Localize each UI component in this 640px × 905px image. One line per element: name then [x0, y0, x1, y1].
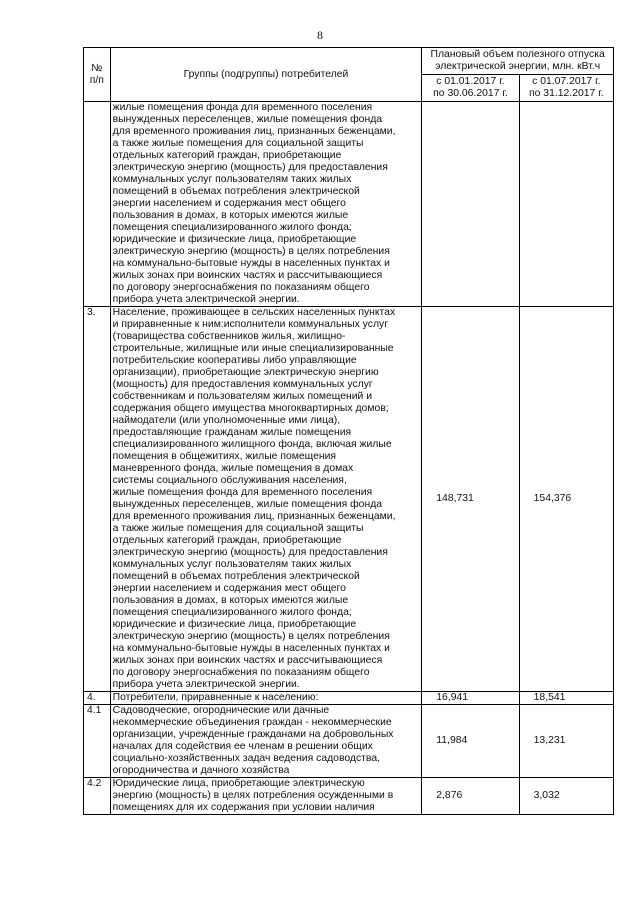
row-value-period-2: 3,032 [519, 778, 613, 815]
row-value-period-1 [422, 102, 519, 307]
row-group-text: Юридические лица, приобретающие электрическую энергию (мощность) в целях потребления осужденными в помещениях для их содержания при условии наличия [110, 778, 422, 815]
row-num: 4.1 [84, 705, 111, 778]
row-value-period-2: 13,231 [519, 705, 613, 778]
row-value-period-1: 148,731 [422, 307, 519, 692]
table-row [84, 102, 614, 307]
row-group-text: Садоводческие, огороднические или дачные некоммерческие объединения граждан - некоммерческие организации, учрежденные гражданами на добровольных началах для содействия ее членам в решении общих социально-хозяйственных задач ведения садоводства, огородничества и дачного хозяйства [110, 705, 422, 778]
table-row [84, 692, 614, 705]
consumer-groups-table [83, 47, 614, 815]
row-num: 3. [84, 307, 111, 692]
row-value-period-1: 2,876 [422, 778, 519, 815]
header-plan: Плановый объем полезного отпуска электрической энергии, млн. кВт.ч [422, 48, 614, 75]
table-row [84, 778, 614, 815]
table-row [84, 705, 614, 778]
row-num: 4. [84, 692, 111, 705]
row-group-text: Население, проживающее в сельских населенных пунктах и приравненные к ним:исполнители коммунальных услуг (товарищества собственников жилья, жилищно- строительные, жилищные или иные специализированные потребительские кооперативы либо управляющие организации), приобретающие электрическую энергию (мощность) для предоставления коммунальных услуг собственникам и пользователям жилых помещений и содержания общего имущества многоквартирных домов; наймодатели (или уполномоченные ими лица), предоставляющие гражданам жилые помещения специализированного жилищного фонда, включая жилые помещения в общежитиях, жилые помещения маневренного фонда, жилые помещения в домах системы социального обслуживания населения, жилые помещения фонда для временного поселения вынужденных переселенцев, жилые помещения фонда для временного проживания лиц, признанных беженцами, а также жилые помещения для социальной защиты отдельных категорий граждан, приобретающие электрическую энергию (мощность) для предоставления коммунальных услуг пользователям таких жилых помещений в объемах потребления электрической энергии населением и содержания мест общего пользования в домах, в которых имеются жилые помещения специализированного жилого фонда; юридические и физические лица, приобретающие электрическую энергию (мощность) в целях потребления на коммунально-бытовые нужды в населенных пунктах и жилых зонах при воинских частях и рассчитывающиеся по договору энергоснабжения по показаниям общего прибора учета электрической энергии. [110, 307, 422, 692]
header-group: Группы (подгруппы) потребителей [110, 48, 422, 102]
header-num: № п/п [84, 48, 111, 102]
row-group-text: Потребители, приравненные к населению: [110, 692, 422, 705]
row-value-period-2: 154,376 [519, 307, 613, 692]
row-value-period-1: 11,984 [422, 705, 519, 778]
row-value-period-2 [519, 102, 613, 307]
row-value-period-1: 16,941 [422, 692, 519, 705]
row-group-text: жилые помещения фонда для временного поселения вынужденных переселенцев, жилые помещения фонда для временного проживания лиц, признанных беженцами, а также жилые помещения для социальной защиты отдельных категорий граждан, приобретающие электрическую энергию (мощность) для предоставления коммунальных услуг пользователям таких жилых помещений в объемах потребления электрической энергии населением и содержания мест общего пользования в домах, в которых имеются жилые помещения специализированного жилого фонда; юридические и физические лица, приобретающие электрическую энергию (мощность) в целях потребления на коммунально-бытовые нужды в населенных пунктах и жилых зонах при воинских частях и рассчитывающиеся по договору энергоснабжения по показаниям общего прибора учета электрической энергии. [110, 102, 422, 307]
header-period-1: с 01.01.2017 г. по 30.06.2017 г. [422, 75, 519, 102]
table-header-row [84, 48, 614, 75]
table-row [84, 307, 614, 692]
row-num: 4.2 [84, 778, 111, 815]
row-value-period-2: 18,541 [519, 692, 613, 705]
header-period-2: с 01.07.2017 г. по 31.12.2017 г. [519, 75, 613, 102]
page-number: 8 [317, 28, 323, 42]
row-num [84, 102, 111, 307]
